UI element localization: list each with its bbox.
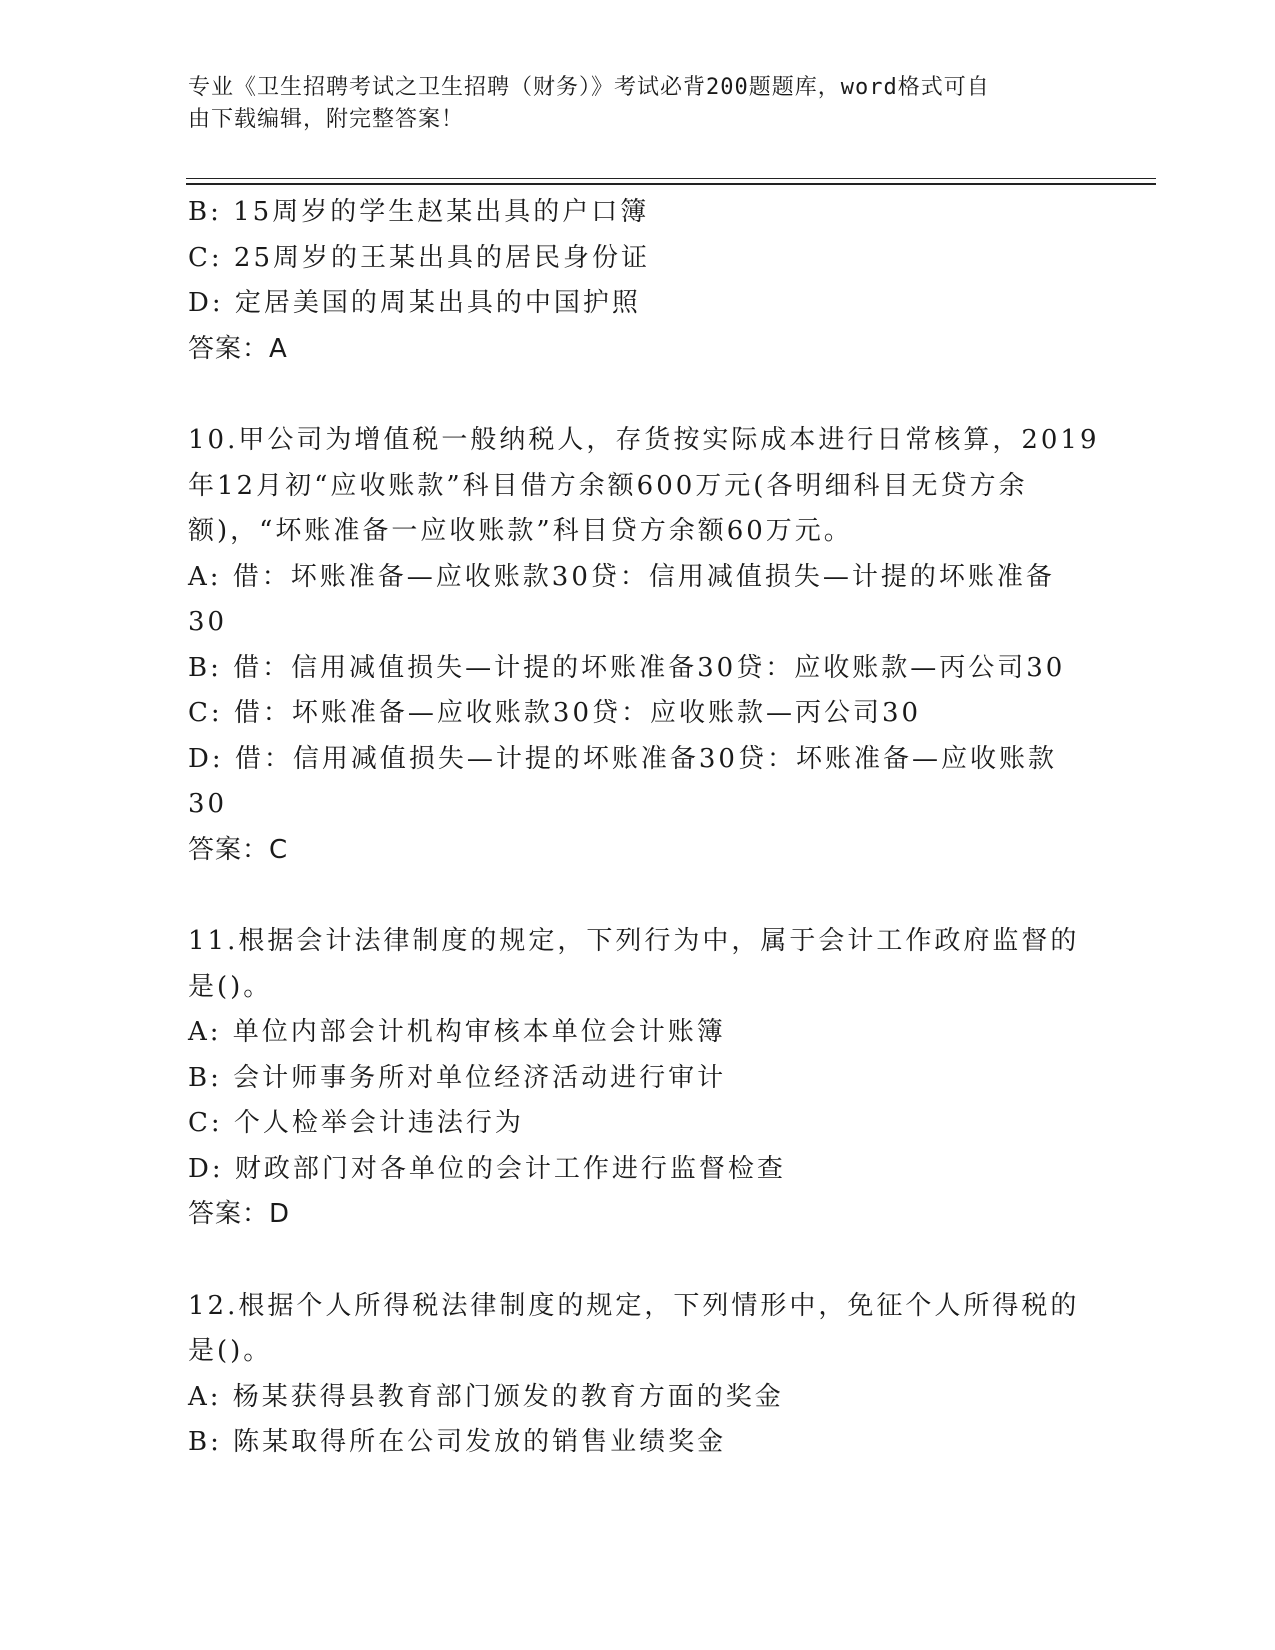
option-c: C: 个人检举会计违法行为	[188, 1108, 524, 1138]
header-line-2: 由下载编辑，附完整答案！	[188, 107, 465, 132]
question-9	[188, 190, 1088, 372]
question-stem: 年12月初“应收账款”科目借方余额600万元(各明细科目无贷方余	[188, 470, 1028, 501]
answer: 答案：C	[188, 834, 289, 865]
option-d: D: 定居美国的周某出具的中国护照	[188, 288, 641, 318]
option-b: B: 会计师事务所对单位经济活动进行审计	[188, 1062, 727, 1093]
option-c: C: 25周岁的王某出具的居民身份证	[188, 242, 651, 273]
answer: 答案：A	[188, 333, 288, 364]
spacer	[188, 372, 1088, 418]
spacer	[188, 873, 1088, 919]
option-d-continued: 30	[188, 789, 228, 819]
answer: 答案：D	[188, 1199, 291, 1229]
document-body	[188, 190, 1100, 1466]
header-rule-thin	[186, 178, 1156, 179]
question-stem: 10.甲公司为增值税一般纳税人，存货按实际成本进行日常核算，2019	[188, 425, 1100, 455]
question-11	[188, 919, 1088, 1238]
option-a-continued: 30	[188, 607, 228, 637]
spacer	[188, 1238, 1088, 1284]
option-a: A: 杨某获得县教育部门颁发的教育方面的奖金	[188, 1381, 784, 1412]
question-stem: 是()。	[188, 1336, 273, 1366]
question-12	[188, 1284, 1088, 1466]
page-header	[188, 72, 1088, 136]
question-stem: 额)，“坏账准备一应收账款”科目贷方余额60万元。	[188, 516, 853, 546]
header-line-1: 专业《卫生招聘考试之卫生招聘（财务）》考试必背200题题库，word格式可自	[188, 75, 990, 100]
question-10	[188, 418, 1100, 873]
option-a: A: 借：坏账准备—应收账款30贷：信用减值损失—计提的坏账准备	[188, 561, 1055, 592]
option-a: A: 单位内部会计机构审核本单位会计账簿	[188, 1017, 726, 1047]
question-stem: 是()。	[188, 971, 273, 1002]
header-rule-thick	[186, 183, 1156, 185]
option-d: D: 财政部门对各单位的会计工作进行监督检查	[188, 1153, 786, 1184]
option-d: D: 借：信用减值损失—计提的坏账准备30贷：坏账准备—应收账款	[188, 743, 1057, 774]
question-stem: 11.根据会计法律制度的规定，下列行为中，属于会计工作政府监督的	[188, 926, 1080, 956]
option-b: B: 陈某取得所在公司发放的销售业绩奖金	[188, 1427, 727, 1457]
option-b: B: 15周岁的学生赵某出具的户口簿	[188, 197, 650, 227]
question-stem: 12.根据个人所得税法律制度的规定，下列情形中，免征个人所得税的	[188, 1290, 1080, 1321]
option-c: C: 借：坏账准备—应收账款30贷：应收账款—丙公司30	[188, 698, 922, 728]
option-b: B: 借：信用减值损失—计提的坏账准备30贷：应收账款—丙公司30	[188, 652, 1066, 683]
